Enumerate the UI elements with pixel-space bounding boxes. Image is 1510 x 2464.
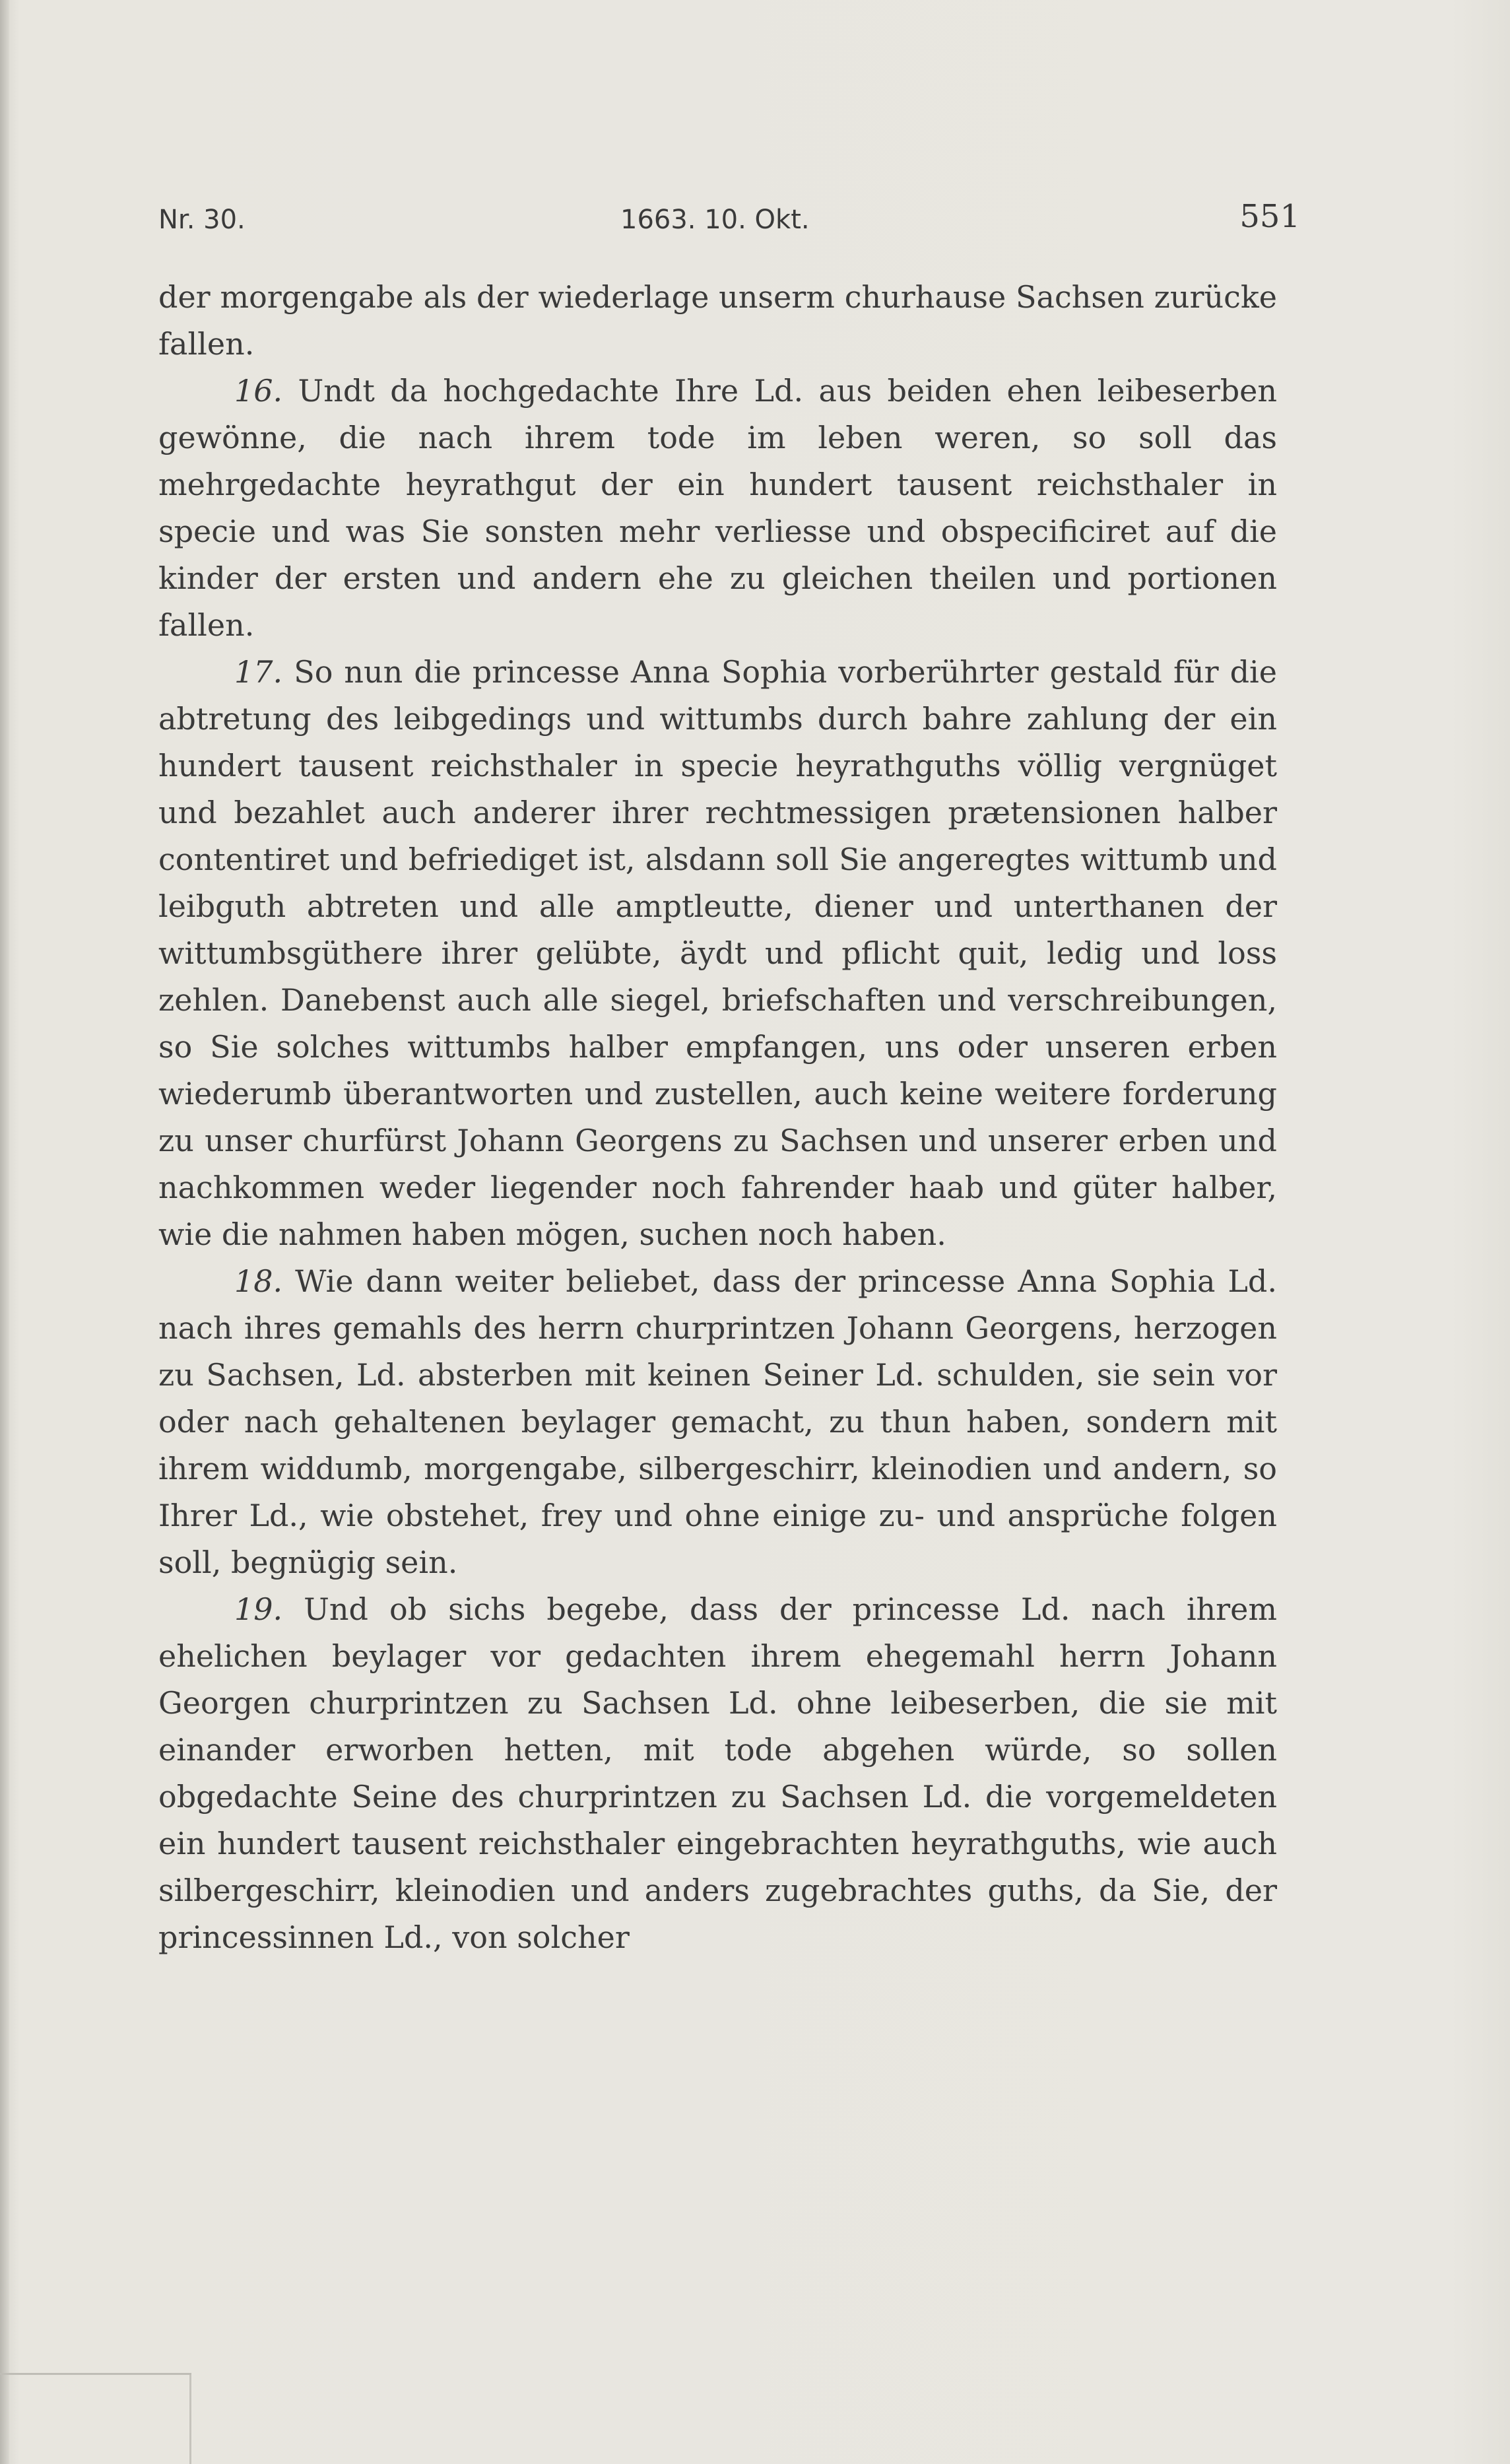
document-number: Nr. 30. [158, 205, 246, 235]
paragraph-text: Wie dann weiter beliebet, dass der princesse Anna Sophia Ld. nach ihres gemahls des herrn churprintzen Johann Georgens, herzogen zu Sachsen, Ld. absterben mit keinen Seiner Ld. schulden, sie sein vor oder nach gehaltenen beylager gemacht, zu thun haben, sondern mit ihrem widdumb, morgengabe, silbergeschirr, kleinodien und andern, so Ihrer Ld., wie obstehet, frey und ohne einige zu- und ansprüche folgen soll, begnügig sein. [158, 1263, 1277, 1580]
header-date: 1663. 10. Okt. [620, 205, 810, 235]
paragraph-number: 19. [234, 1591, 283, 1627]
paragraph-number: 18. [234, 1263, 283, 1299]
paragraph-continuation [158, 274, 1277, 368]
paragraph-text: Und ob sichs begebe, dass der princesse Ld. nach ihrem ehelichen beylager vor gedachten ihrem ehegemahl herrn Johann Georgen churprintzen zu Sachsen Ld. ohne leibeserben, die sie mit einander erworben hetten, mit tode abgehen würde, so sollen obgedachte Seine des churprintzen zu Sachsen Ld. die vorgemeldeten ein hundert tausent reichsthaler eingebrachten heyrathguths, wie auch silbergeschirr, kleinodien und anders zugebrachtes guths, da Sie, der princessinnen Ld., von solcher [158, 1591, 1278, 1955]
paragraph-text: So nun die princesse Anna Sophia vorberührter gestald für die abtretung des leibgedings und wittumbs durch bahre zahlung der ein hundert tausent reichsthaler in specie heyrathguths völlig vergnüget und bezahlet auch anderer ihrer rechtmessigen prætensionen halber contentiret und befriediget ist, alsdann soll Sie angeregtes wittumb und leibguth abtreten und alle amptleutte, diener und unterthanen der wittumbsgüthere ihrer gelübte, äydt und pflicht quit, ledig und loss zehlen. Danebenst auch alle siegel, briefschaften und verschreibungen, so Sie solches wittumbs halber empfangen, uns oder unseren erben wiederumb überantworten und zustellen, auch keine weitere forderung zu unser churfürst Johann Georgens zu Sachsen und unserer erben und nachkommen weder liegender noch fahrender haab und güter halber, wie die nahmen haben mögen, suchen noch haben. [158, 654, 1277, 1252]
paragraph-text: der morgengabe als der wiederlage unserm churhause Sachsen zurücke fallen. [158, 279, 1277, 362]
paragraph-16 [158, 368, 1277, 649]
paragraph-18 [158, 1258, 1277, 1586]
paragraph-19 [158, 1586, 1277, 1961]
paper-edge-mark-vertical [189, 2375, 191, 2464]
binding-edge [0, 0, 9, 2464]
paragraph-17 [158, 649, 1277, 1258]
paragraph-number: 17. [234, 654, 283, 690]
running-header [158, 198, 1300, 244]
paragraph-text: Undt da hochgedachte Ihre Ld. aus beiden ehen leibeserben gewönne, die nach ihrem tode im leben weren, so soll das mehrgedachte heyrathgut der ein hundert tausent reichsthaler in specie und was Sie sonsten mehr verliesse und obspecificiret auf die kinder der ersten und andern ehe zu gleichen theilen und portionen fallen. [158, 373, 1277, 643]
body-text [158, 274, 1277, 1961]
page-number: 551 [1239, 198, 1300, 235]
paper-edge-mark [0, 2373, 191, 2375]
paragraph-number: 16. [234, 373, 283, 409]
